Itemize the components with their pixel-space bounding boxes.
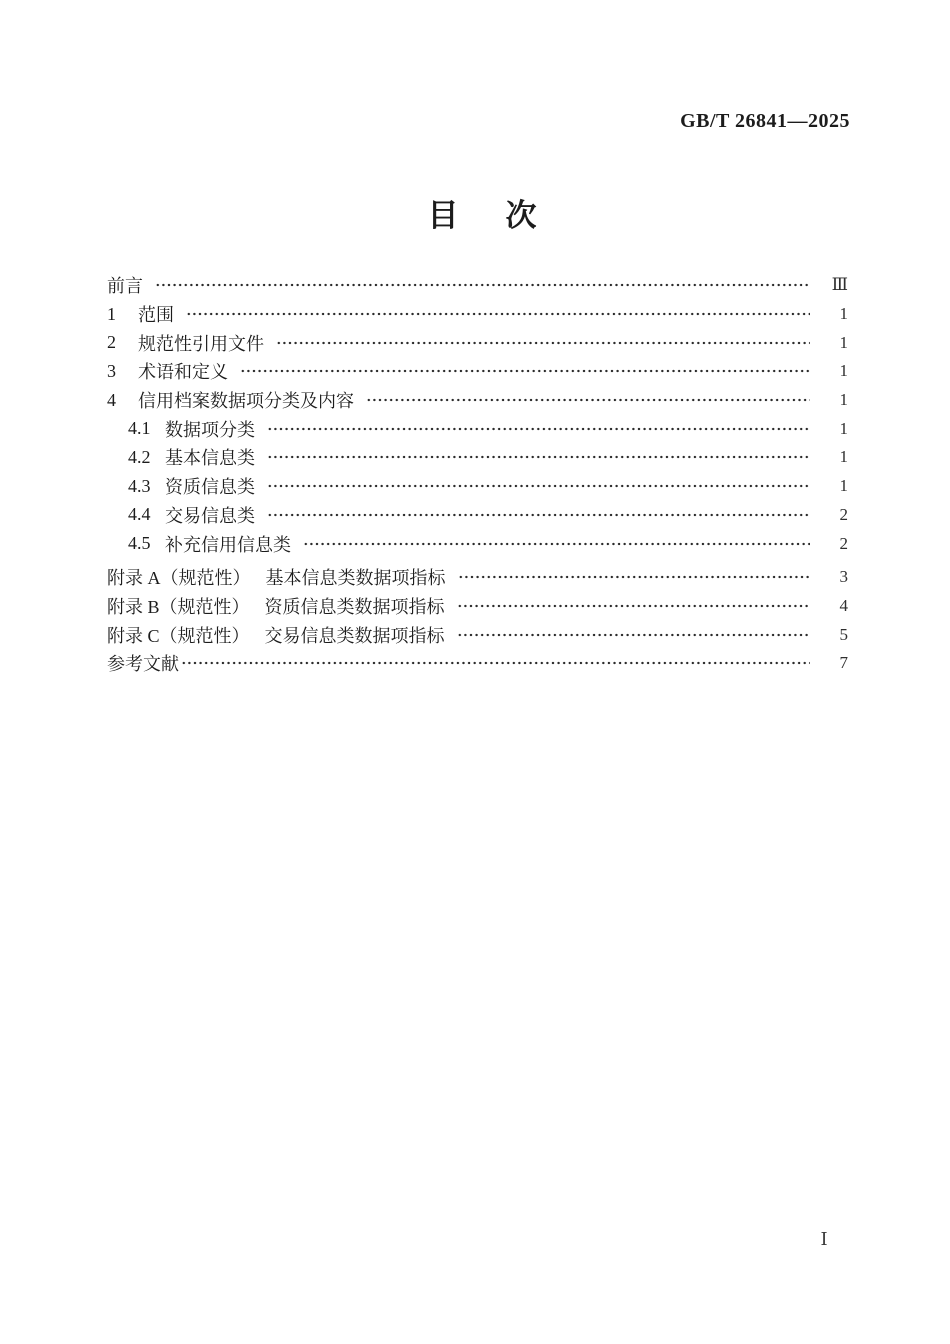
toc-entry-normative-references bbox=[107, 328, 848, 357]
toc-entry-number: 3 bbox=[107, 360, 116, 381]
table-of-contents bbox=[107, 271, 848, 678]
toc-entry-label: 基本信息类数据项指标 bbox=[265, 568, 446, 589]
toc-entry-number: 4.1 bbox=[128, 418, 151, 439]
toc-entry-section-4-4 bbox=[107, 501, 848, 530]
dot-leader bbox=[240, 369, 810, 373]
toc-entry-page: 1 bbox=[839, 361, 848, 381]
toc-entry-annex-b bbox=[107, 592, 848, 621]
toc-entry-label: 范围 bbox=[138, 305, 174, 326]
toc-entry-label: 数据项分类 bbox=[165, 419, 255, 440]
toc-entry-terms-definitions bbox=[107, 357, 848, 386]
toc-entry-label: 交易信息类数据项指标 bbox=[264, 625, 445, 646]
toc-entry-section-4-3 bbox=[107, 472, 848, 501]
toc-entry-page: 3 bbox=[839, 567, 848, 587]
toc-entry-page: Ⅲ bbox=[831, 275, 848, 295]
toc-entry-page: 1 bbox=[839, 390, 848, 410]
toc-entry-section-4-2 bbox=[107, 443, 848, 472]
toc-entry-label: 前言 bbox=[107, 276, 143, 297]
toc-entry-number: 4.3 bbox=[128, 475, 151, 496]
toc-entry-number: 4.5 bbox=[128, 533, 151, 554]
toc-entry-page: 1 bbox=[839, 447, 848, 467]
dot-leader bbox=[457, 633, 810, 637]
dot-leader bbox=[267, 484, 810, 488]
toc-entry-page: 7 bbox=[839, 653, 848, 673]
toc-entry-number: 2 bbox=[107, 332, 116, 353]
toc-entry-label: 基本信息类 bbox=[165, 448, 255, 469]
toc-entry-annex-prefix: 附录 B（规范性） bbox=[107, 596, 250, 617]
dot-leader bbox=[458, 575, 811, 579]
toc-entry-page: 4 bbox=[839, 595, 848, 615]
toc-entry-scope bbox=[107, 300, 848, 329]
dot-leader bbox=[155, 283, 810, 287]
toc-entry-annex-prefix: 附录 C（规范性） bbox=[107, 625, 250, 646]
page-title: 目 次 bbox=[427, 198, 545, 233]
toc-entry-number: 4.4 bbox=[128, 504, 151, 525]
toc-entry-number: 1 bbox=[107, 303, 116, 324]
toc-entry-annex-c bbox=[107, 620, 848, 649]
toc-entry-number: 4 bbox=[107, 389, 116, 410]
dot-leader bbox=[267, 513, 810, 517]
toc-entry-label: 参考文献 bbox=[107, 654, 179, 675]
dot-leader bbox=[267, 455, 810, 459]
toc-entry-annex-prefix: 附录 A（规范性） bbox=[107, 568, 251, 589]
toc-entry-page: 1 bbox=[839, 332, 848, 352]
footer-page-number: Ⅰ bbox=[820, 1229, 828, 1249]
toc-entry-foreword bbox=[107, 271, 848, 300]
standard-number: GB/T 26841—2025 bbox=[680, 110, 850, 132]
dot-leader bbox=[181, 661, 810, 665]
toc-entry-page: 1 bbox=[839, 304, 848, 324]
toc-entry-section-4-1 bbox=[107, 414, 848, 443]
toc-entry-label: 资质信息类数据项指标 bbox=[264, 596, 445, 617]
toc-entry-page: 1 bbox=[839, 418, 848, 438]
toc-entry-section-4 bbox=[107, 386, 848, 415]
toc-entry-page: 2 bbox=[839, 504, 848, 524]
toc-entry-page: 1 bbox=[839, 476, 848, 496]
toc-entry-page: 2 bbox=[839, 533, 848, 553]
toc-entry-section-4-5 bbox=[107, 529, 848, 558]
dot-leader bbox=[276, 341, 810, 345]
toc-entry-label: 交易信息类 bbox=[165, 505, 255, 526]
toc-entry-annex-a bbox=[107, 563, 848, 592]
toc-entry-page: 5 bbox=[839, 624, 848, 644]
toc-entry-label: 术语和定义 bbox=[138, 362, 228, 383]
dot-leader bbox=[267, 427, 810, 431]
toc-entry-label: 补充信用信息类 bbox=[165, 534, 291, 555]
dot-leader bbox=[303, 542, 810, 546]
dot-leader bbox=[186, 312, 810, 316]
toc-entry-bibliography bbox=[107, 649, 848, 678]
dot-leader bbox=[366, 398, 810, 402]
toc-entry-label: 规范性引用文件 bbox=[138, 333, 264, 354]
toc-entry-label: 信用档案数据项分类及内容 bbox=[138, 391, 354, 412]
dot-leader bbox=[457, 604, 810, 608]
toc-entry-number: 4.2 bbox=[128, 446, 151, 467]
toc-entry-label: 资质信息类 bbox=[165, 477, 255, 498]
